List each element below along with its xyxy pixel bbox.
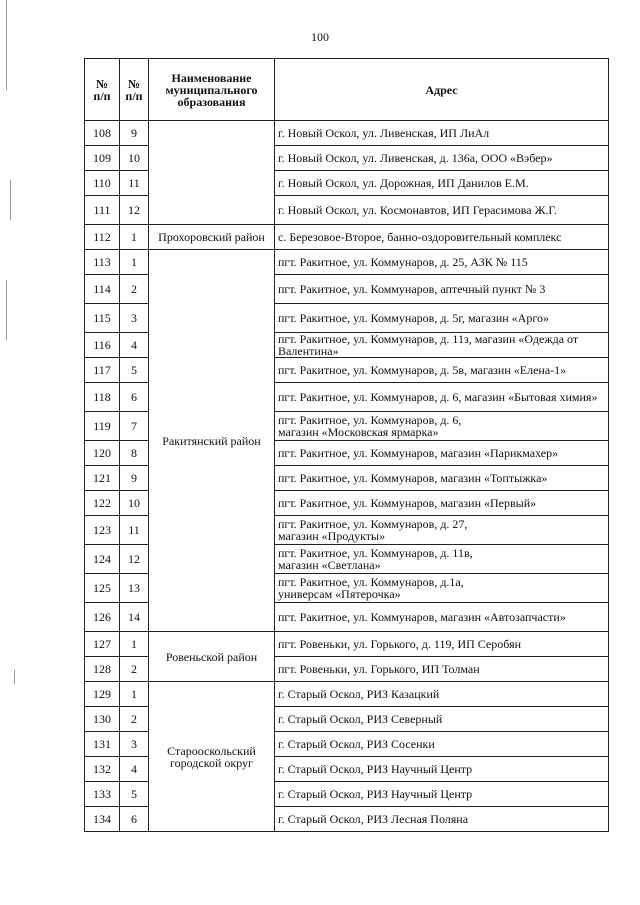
row-number: 113 [85, 250, 120, 275]
row-sub-number: 12 [120, 545, 149, 574]
table-row [85, 225, 609, 250]
row-sub-number: 10 [120, 491, 149, 516]
row-sub-number: 2 [120, 275, 149, 304]
header-municipality [149, 59, 275, 121]
row-number: 127 [85, 632, 120, 657]
row-sub-number: 2 [120, 707, 149, 732]
municipality-cell: Ровеньской район [149, 632, 275, 682]
address-cell: пгт. Ракитное, ул. Коммунаров, магазин «Автозапчасти» [275, 603, 609, 632]
address-cell: г. Старый Оскол, РИЗ Северный [275, 707, 609, 732]
row-sub-number: 11 [120, 171, 149, 196]
row-number: 128 [85, 657, 120, 682]
address-cell: с. Березовое-Второе, банно-оздоровительный комплекс [275, 225, 609, 250]
row-number: 123 [85, 516, 120, 545]
address-cell: пгт. Ракитное, ул. Коммунаров, д. 25, АЗК № 115 [275, 250, 609, 275]
address-cell: пгт. Ракитное, ул. Коммунаров, д. 27, магазин «Продукты» [275, 516, 609, 545]
row-number: 108 [85, 121, 120, 146]
row-number: 115 [85, 304, 120, 333]
table-row [85, 682, 609, 707]
address-cell: пгт. Ракитное, ул. Коммунаров, д. 5в, магазин «Елена-1» [275, 358, 609, 383]
row-sub-number: 9 [120, 121, 149, 146]
address-cell: г. Старый Оскол, РИЗ Казацкий [275, 682, 609, 707]
row-number: 116 [85, 333, 120, 358]
address-cell: пгт. Ракитное, ул. Коммунаров, магазин «Парикмахер» [275, 441, 609, 466]
municipality-cell: Ракитянский район [149, 250, 275, 632]
row-number: 112 [85, 225, 120, 250]
page-number: 100 [311, 30, 329, 44]
row-sub-number: 3 [120, 304, 149, 333]
header-address-text: Адрес [425, 82, 458, 97]
row-number: 132 [85, 757, 120, 782]
row-sub-number: 2 [120, 657, 149, 682]
header-num-text: № п/п [93, 76, 111, 103]
address-cell: г. Новый Оскол, ул. Ливенская, ИП ЛиАл [275, 121, 609, 146]
registry-table [84, 58, 609, 832]
address-cell: пгт. Ракитное, ул. Коммунаров, д.1а, универсам «Пятерочка» [275, 574, 609, 603]
table-row [85, 121, 609, 146]
margin-marks [4, 0, 18, 905]
row-sub-number: 11 [120, 516, 149, 545]
row-number: 133 [85, 782, 120, 807]
row-number: 117 [85, 358, 120, 383]
address-cell: г. Старый Оскол, РИЗ Научный Центр [275, 757, 609, 782]
address-cell: г. Новый Оскол, ул. Дорожная, ИП Данилов Е.М. [275, 171, 609, 196]
address-cell: пгт. Ракитное, ул. Коммунаров, д. 11в, магазин «Светлана» [275, 545, 609, 574]
row-number: 120 [85, 441, 120, 466]
address-cell: г. Новый Оскол, ул. Космонавтов, ИП Герасимова Ж.Г. [275, 196, 609, 225]
address-cell: пгт. Ровеньки, ул. Горького, д. 119, ИП Серобян [275, 632, 609, 657]
row-sub-number: 5 [120, 358, 149, 383]
row-sub-number: 7 [120, 412, 149, 441]
address-cell: пгт. Ракитное, ул. Коммунаров, магазин «Топтыжка» [275, 466, 609, 491]
row-number: 134 [85, 807, 120, 832]
row-number: 118 [85, 383, 120, 412]
row-sub-number: 4 [120, 757, 149, 782]
header-num [85, 59, 120, 121]
row-number: 126 [85, 603, 120, 632]
row-sub-number: 12 [120, 196, 149, 225]
address-cell: г. Старый Оскол, РИЗ Сосенки [275, 732, 609, 757]
row-number: 110 [85, 171, 120, 196]
table-body [85, 121, 609, 832]
table-row [85, 632, 609, 657]
address-cell: пгт. Ровеньки, ул. Горького, ИП Толман [275, 657, 609, 682]
address-cell: г. Старый Оскол, РИЗ Лесная Поляна [275, 807, 609, 832]
row-sub-number: 6 [120, 383, 149, 412]
row-number: 124 [85, 545, 120, 574]
address-cell: пгт. Ракитное, ул. Коммунаров, д. 6, магазин «Московская ярмарка» [275, 412, 609, 441]
municipality-cell: Прохоровский район [149, 225, 275, 250]
row-number: 122 [85, 491, 120, 516]
row-sub-number: 4 [120, 333, 149, 358]
address-cell: пгт. Ракитное, ул. Коммунаров, д. 5г, магазин «Арго» [275, 304, 609, 333]
municipality-cell [149, 121, 275, 225]
address-cell: пгт. Ракитное, ул. Коммунаров, аптечный пункт № 3 [275, 275, 609, 304]
header-address [275, 59, 609, 121]
row-sub-number: 10 [120, 146, 149, 171]
row-sub-number: 3 [120, 732, 149, 757]
row-sub-number: 1 [120, 682, 149, 707]
row-number: 109 [85, 146, 120, 171]
row-number: 125 [85, 574, 120, 603]
address-cell: пгт. Ракитное, ул. Коммунаров, д. 11з, магазин «Одежда от Валентина» [275, 333, 609, 358]
row-number: 119 [85, 412, 120, 441]
address-cell: пгт. Ракитное, ул. Коммунаров, магазин «Первый» [275, 491, 609, 516]
row-sub-number: 5 [120, 782, 149, 807]
municipality-cell: Старооскольский городской округ [149, 682, 275, 832]
row-sub-number: 9 [120, 466, 149, 491]
row-number: 121 [85, 466, 120, 491]
address-cell: г. Старый Оскол, РИЗ Научный Центр [275, 782, 609, 807]
row-number: 111 [85, 196, 120, 225]
header-sub-num-text: № п/п [125, 76, 143, 103]
table-row [85, 250, 609, 275]
row-sub-number: 8 [120, 441, 149, 466]
row-number: 130 [85, 707, 120, 732]
row-sub-number: 14 [120, 603, 149, 632]
row-sub-number: 6 [120, 807, 149, 832]
row-number: 129 [85, 682, 120, 707]
row-sub-number: 1 [120, 225, 149, 250]
row-number: 131 [85, 732, 120, 757]
table-header-row [85, 59, 609, 121]
row-number: 114 [85, 275, 120, 304]
address-cell: пгт. Ракитное, ул. Коммунаров, д. 6, магазин «Бытовая химия» [275, 383, 609, 412]
address-cell: г. Новый Оскол, ул. Ливенская, д. 136а, ООО «Вэбер» [275, 146, 609, 171]
header-sub-num [120, 59, 149, 121]
row-sub-number: 1 [120, 250, 149, 275]
header-municipality-text: Наименование муниципального образования [165, 70, 258, 109]
row-sub-number: 13 [120, 574, 149, 603]
row-sub-number: 1 [120, 632, 149, 657]
